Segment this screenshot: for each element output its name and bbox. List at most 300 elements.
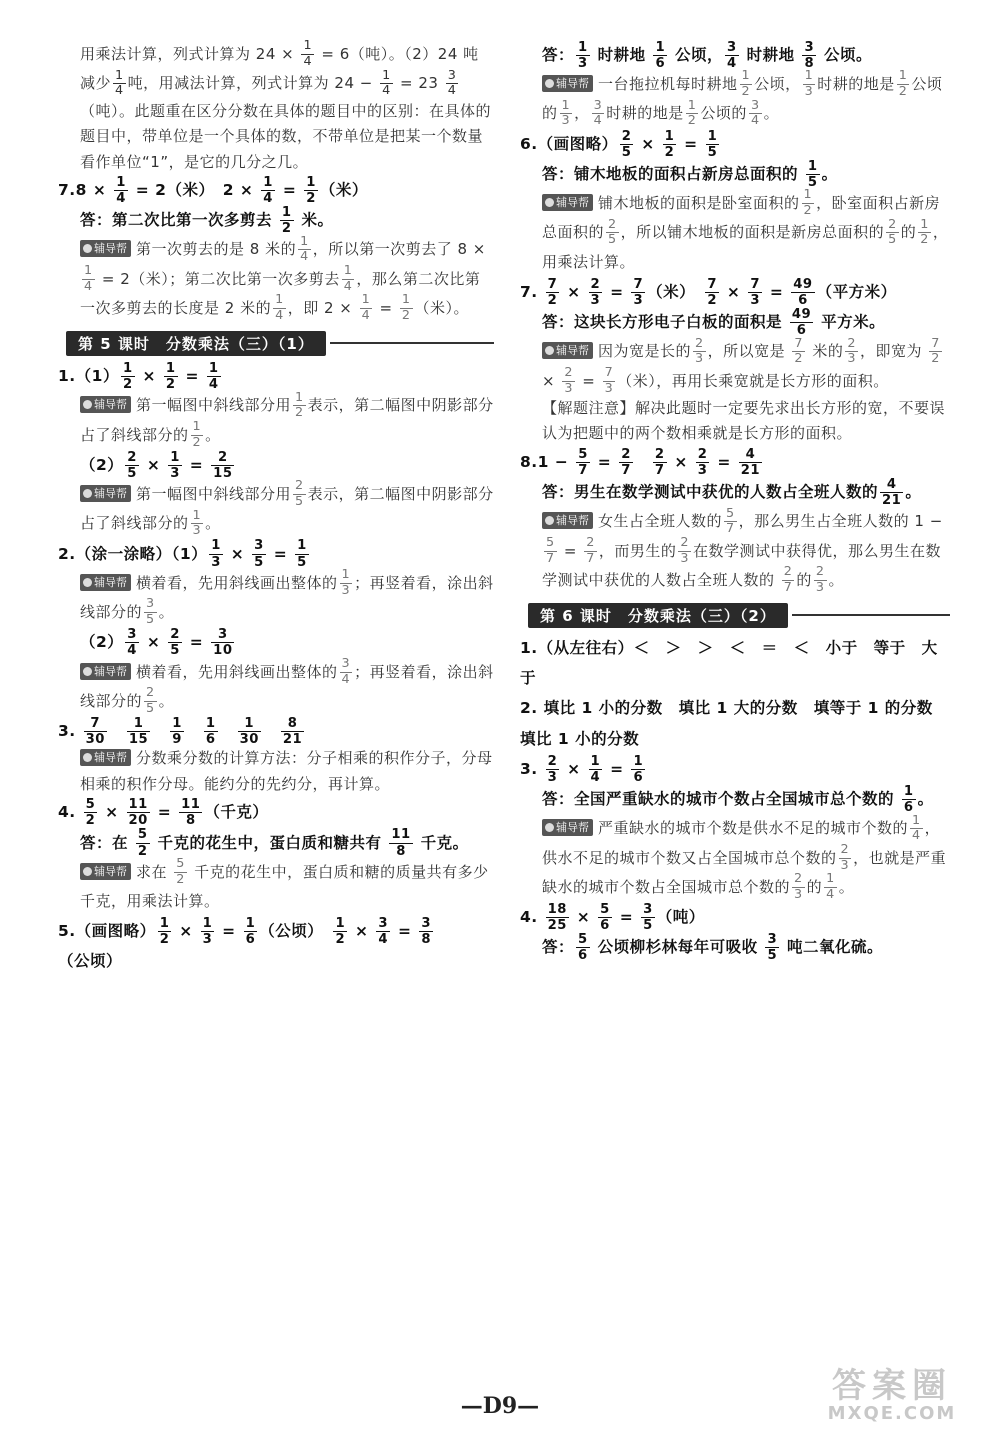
denominator: 6	[578, 948, 588, 964]
fraction	[244, 917, 258, 946]
fraction	[897, 70, 910, 99]
fraction	[113, 67, 126, 99]
text-run: （2）	[80, 633, 124, 652]
denominator: 2	[707, 292, 718, 308]
numerator: 1	[826, 871, 835, 887]
answer-line	[520, 932, 950, 962]
numerator: 3	[727, 39, 737, 55]
answer-line	[520, 477, 950, 507]
text-run: 公顷的	[542, 75, 943, 123]
numerator: 2	[170, 627, 180, 643]
denominator: 4	[116, 191, 126, 206]
text-run: 答：	[542, 938, 575, 957]
denominator: 4	[303, 54, 313, 69]
denominator: 4	[912, 828, 921, 844]
numerator: 1	[172, 715, 182, 731]
text-run: 2.（涂一涂略）（1）	[58, 544, 208, 563]
text-run: ，所以第一次剪去了 8 ×	[312, 240, 486, 259]
denominator: 7	[586, 550, 595, 566]
text-run: 答：男生在数学测试中获优的人数占全班人数的	[542, 483, 879, 502]
text-run: 第一次剪去的是 8 米的	[136, 240, 297, 259]
text-run: 5.（画图略）	[58, 922, 156, 941]
numerator: 1	[295, 389, 304, 405]
denominator: 5	[767, 948, 778, 964]
denominator: 6	[903, 800, 914, 816]
helper-icon	[83, 489, 92, 498]
text-run: ×	[349, 922, 375, 941]
text-run: 答：全国严重缺水的城市个数占全国城市总个数的	[542, 790, 900, 809]
fraction	[125, 628, 139, 657]
text-run: =	[374, 298, 398, 317]
numerator: 1	[122, 361, 133, 377]
tip-paragraph	[58, 391, 494, 450]
denominator: 2	[664, 144, 675, 160]
numerator: 1	[202, 916, 213, 932]
numerator: 1	[116, 174, 126, 190]
helper-icon	[545, 198, 554, 207]
tip-paragraph	[520, 814, 950, 902]
text-run: ×	[570, 908, 597, 927]
fraction	[814, 566, 827, 595]
fraction	[806, 160, 820, 189]
numerator: 5	[85, 797, 96, 813]
tip-label: 辅导帮	[94, 864, 127, 878]
denominator: 15	[213, 465, 233, 481]
text-run: ，即宽为	[859, 342, 928, 361]
denominator: 2	[295, 405, 304, 421]
helper-icon	[83, 753, 92, 762]
fraction	[125, 451, 139, 480]
text-run: 。	[205, 514, 221, 533]
denominator: 5	[146, 612, 155, 628]
fraction	[340, 569, 353, 598]
numerator: 7	[633, 276, 644, 292]
numerator: 1	[898, 68, 908, 84]
denominator: 2	[192, 434, 202, 450]
denominator: 2	[920, 232, 929, 248]
fraction	[631, 278, 645, 307]
text-run: ×	[140, 455, 167, 474]
denominator: 3	[804, 84, 814, 100]
denominator: 10	[213, 643, 233, 659]
text-run: =	[576, 371, 601, 390]
tip-paragraph	[520, 70, 950, 129]
denominator: 4	[826, 886, 835, 902]
tip-label: 辅导帮	[556, 514, 589, 528]
numerator: 1	[401, 292, 411, 308]
numerator: 11	[181, 797, 201, 813]
text-run: 横着看，先用斜线画出整体的	[136, 573, 338, 592]
tip-paragraph	[520, 189, 950, 277]
fraction	[839, 841, 852, 873]
numerator: 2	[127, 449, 137, 465]
text-run: ，也就是严重缺水的城市个数占全国城市总个数的	[542, 848, 947, 896]
fraction	[918, 216, 931, 248]
fraction	[174, 855, 187, 887]
text-run: （米）	[647, 282, 704, 301]
numerator: 2	[590, 276, 601, 292]
fraction	[389, 828, 412, 857]
fraction	[845, 335, 858, 367]
text-run: 6.（画图略）	[520, 134, 618, 153]
fraction	[281, 717, 304, 746]
numerator: 1	[561, 97, 571, 113]
denominator: 2	[306, 191, 316, 206]
fraction	[803, 70, 816, 99]
tip-label-badge	[80, 863, 131, 880]
text-run: =	[604, 759, 630, 778]
helper-icon	[83, 578, 92, 587]
denominator: 3	[840, 857, 850, 873]
numerator: 1	[275, 292, 284, 308]
fraction	[191, 507, 204, 539]
denominator: 5	[295, 494, 304, 510]
denominator: 3	[794, 886, 803, 902]
tip-paragraph	[520, 507, 950, 595]
denominator: 3	[192, 523, 202, 539]
text-run: =	[216, 922, 242, 941]
tip-label-badge	[80, 240, 131, 257]
tip-label-badge	[542, 819, 593, 836]
denominator: 3	[590, 292, 601, 308]
text-run: ，那么第二次比第一次多剪去的长度是 2 米的	[80, 269, 481, 317]
fraction	[678, 534, 691, 566]
denominator: 3	[547, 769, 558, 785]
fraction	[782, 566, 795, 595]
text-run: 时耕地	[740, 46, 801, 64]
numerator: 3	[254, 538, 264, 554]
fraction	[333, 917, 347, 946]
denominator: 3	[564, 380, 573, 396]
denominator: 5	[146, 700, 155, 716]
denominator: 2	[335, 932, 346, 948]
denominator: 21	[882, 493, 902, 509]
question-line	[58, 797, 494, 827]
text-run: ×	[721, 282, 747, 301]
denominator: 3	[170, 465, 180, 481]
denominator: 6	[245, 932, 256, 948]
text-run: = 2（米）；第二次比第一次多剪去	[96, 269, 340, 288]
numerator: 2	[847, 335, 856, 351]
text-run: 求在	[136, 862, 173, 881]
lesson-rule	[792, 614, 950, 616]
question-line	[58, 175, 494, 205]
text-run: 。	[763, 104, 780, 123]
numerator: 5	[546, 534, 555, 550]
denominator: 4	[341, 671, 351, 687]
text-run: 。	[905, 483, 922, 502]
tip-label: 辅导帮	[94, 664, 127, 678]
numerator: 3	[421, 916, 432, 932]
numerator: 2	[697, 446, 708, 462]
numerator: 2	[621, 446, 631, 462]
lesson-header	[528, 603, 950, 627]
answer-line	[520, 307, 950, 337]
fraction	[802, 41, 816, 70]
fraction	[598, 903, 612, 932]
denominator: 3	[847, 351, 856, 367]
text-run: ，即 2 ×	[287, 298, 358, 317]
text-run: 横着看，先用斜线画出整体的	[136, 662, 338, 681]
text-run	[152, 722, 168, 740]
fraction	[910, 812, 923, 844]
denominator: 5	[170, 643, 180, 659]
numerator: 1	[205, 715, 216, 731]
text-run: （吨）。此题重在区分分数在具体的题目中的区别：在具体的题目中，带单位是一个具体的数，不带单位是把某一个数量看作单位“1”，是它的几分之几。	[80, 101, 492, 171]
fraction	[252, 539, 266, 568]
fraction	[376, 917, 390, 946]
text-run: 的	[900, 223, 917, 242]
text-run: 3.	[58, 722, 82, 741]
question-line	[58, 539, 494, 569]
text-run: =	[183, 633, 210, 652]
paragraph	[520, 396, 950, 447]
numerator: 1	[807, 158, 818, 174]
fraction	[204, 717, 218, 746]
numerator: 1	[263, 174, 273, 190]
numerator: 1	[208, 361, 219, 377]
fraction	[380, 67, 393, 99]
denominator: 7	[578, 462, 588, 478]
text-run: 公顷柳杉林每年可吸收	[591, 938, 764, 957]
denominator: 7	[621, 462, 631, 478]
text-run: ×	[140, 633, 167, 652]
question-line	[520, 693, 950, 753]
fraction	[211, 451, 234, 480]
numerator: 1	[341, 567, 351, 583]
numerator: 2	[564, 364, 573, 380]
text-run: =	[558, 541, 583, 560]
tip-label: 辅导帮	[94, 487, 127, 501]
denominator: 8	[804, 56, 815, 71]
text-run: 。	[205, 425, 221, 444]
tip-label: 辅导帮	[556, 344, 589, 358]
denominator: 8	[185, 813, 196, 829]
denominator: 3	[680, 550, 689, 566]
text-run	[109, 722, 125, 740]
fraction	[168, 451, 182, 480]
question-line	[520, 633, 950, 693]
watermark-url: MXQE.COM	[827, 1403, 957, 1424]
fraction	[238, 717, 261, 746]
numerator: 2	[680, 534, 689, 550]
text-run: 公顷，	[669, 46, 724, 64]
numerator: 7	[707, 276, 718, 292]
text-run: （2）	[80, 455, 124, 474]
denominator: 4	[382, 83, 391, 99]
text-run: 时耕的地是	[817, 75, 895, 94]
denominator: 7	[654, 462, 665, 478]
denominator: 4	[115, 83, 124, 99]
numerator: 1	[590, 753, 601, 769]
denominator: 2	[687, 113, 697, 129]
denominator: 3	[561, 113, 571, 129]
numerator: 1	[170, 449, 180, 465]
denominator: 2	[547, 292, 558, 308]
fraction	[301, 40, 314, 69]
text-run: 第一幅图中斜线部分用	[136, 396, 292, 415]
text-run: 平方米。	[815, 313, 886, 332]
fraction	[136, 828, 150, 857]
text-run: ×	[668, 452, 694, 471]
numerator: 1	[707, 128, 718, 144]
fraction	[576, 933, 590, 962]
numerator: 2	[547, 753, 558, 769]
numerator: 1	[335, 916, 346, 932]
helper-icon	[545, 79, 554, 88]
fraction	[360, 294, 373, 323]
numerator: 1	[211, 538, 221, 554]
numerator: 5	[578, 932, 588, 948]
text-run: 8.1 −	[520, 452, 575, 471]
numerator: 1	[297, 538, 307, 554]
text-run: ，那么男生占全班人数的 1 −	[738, 512, 943, 531]
text-run: ，用乘法计算。	[542, 223, 949, 271]
text-run: 4.	[520, 908, 544, 927]
denominator: 4	[361, 307, 371, 323]
fraction	[207, 362, 221, 391]
numerator: 1	[127, 717, 150, 732]
tip-paragraph	[58, 569, 494, 628]
numerator: 2	[654, 446, 665, 462]
lesson-header	[66, 331, 494, 355]
helper-icon	[83, 667, 92, 676]
numerator: 1	[192, 507, 202, 523]
helper-icon	[545, 823, 554, 832]
text-run: 。	[838, 877, 855, 896]
text-run: ；再竖着看，涂出斜线部分的	[80, 573, 494, 622]
text-run: 的	[796, 570, 812, 589]
numerator: 1	[84, 262, 93, 278]
fraction	[127, 717, 150, 746]
text-run: 米的	[807, 342, 844, 361]
text-run: 7.8 ×	[58, 181, 113, 199]
numerator: 1	[159, 916, 170, 932]
fraction	[653, 41, 667, 70]
fraction	[631, 755, 645, 784]
fraction	[576, 41, 590, 70]
text-run: ×	[635, 134, 661, 153]
denominator: 4	[300, 249, 309, 265]
numerator: 7	[750, 276, 760, 292]
text-run: =	[604, 282, 630, 301]
numerator: 1	[165, 361, 176, 377]
fraction	[802, 189, 815, 218]
denominator: 15	[128, 732, 149, 748]
left-column	[58, 40, 494, 977]
numerator: 7	[794, 335, 804, 351]
denominator: 4	[750, 113, 760, 129]
numerator: 3	[804, 39, 815, 55]
answer-line	[520, 784, 950, 814]
fraction	[261, 176, 275, 205]
text-run: 4.	[58, 803, 82, 822]
numerator: 1	[300, 233, 309, 249]
numerator: 1	[361, 292, 371, 308]
text-run: ×	[136, 367, 162, 386]
numerator: 11	[128, 797, 148, 813]
answer-line	[520, 159, 950, 189]
numerator: 1	[343, 262, 353, 278]
fraction	[663, 130, 677, 159]
denominator: 5	[807, 174, 818, 190]
numerator: 4	[739, 448, 762, 463]
fraction	[653, 448, 667, 477]
denominator: 4	[343, 278, 353, 294]
fraction	[446, 67, 459, 99]
lesson-title: 第 5 课时 分数乘法（三）（1）	[66, 331, 326, 356]
denominator: 2	[85, 813, 96, 829]
fraction	[792, 873, 805, 902]
denominator: 4	[593, 113, 603, 129]
fraction	[576, 448, 590, 477]
numerator: 1	[303, 38, 313, 54]
text-run: ，所以铺木地板的面积是新房总面积的	[620, 223, 885, 242]
numerator: 4	[880, 478, 903, 493]
denominator: 4	[275, 307, 284, 323]
tip-label-badge	[80, 396, 131, 413]
helper-icon	[545, 516, 554, 525]
fraction	[696, 448, 710, 477]
fraction	[144, 598, 157, 627]
helper-icon	[83, 244, 92, 253]
numerator: 1	[741, 68, 751, 84]
text-run: 。	[158, 691, 175, 710]
text-run: （米），再用长乘宽就是长方形的面积。	[617, 371, 889, 390]
fraction	[144, 687, 157, 716]
denominator: 2	[159, 932, 170, 948]
helper-icon	[83, 400, 92, 409]
text-run: ，供水不足的城市个数又占全国城市总个数的	[542, 819, 941, 867]
text-run: =	[276, 181, 303, 199]
denominator: 6	[600, 918, 610, 934]
question-line	[520, 129, 950, 159]
lesson-title: 第 6 课时 分数乘法（三）（2）	[528, 603, 788, 628]
fraction	[739, 448, 762, 477]
fraction	[546, 903, 569, 932]
text-run: 第一幅图中斜线部分用	[136, 485, 292, 504]
text-run: =	[392, 922, 418, 941]
numerator: 1	[245, 916, 256, 932]
fraction	[619, 448, 633, 477]
lesson-rule	[330, 342, 494, 344]
fraction	[121, 362, 135, 391]
numerator: 11	[391, 827, 411, 843]
denominator: 21	[282, 732, 303, 748]
denominator: 4	[378, 932, 389, 948]
denominator: 3	[697, 462, 708, 478]
tip-label-badge	[542, 342, 593, 359]
denominator: 6	[633, 769, 644, 785]
numerator: 1	[687, 97, 697, 113]
text-run: ，而男生的	[598, 541, 677, 560]
numerator: 2	[794, 871, 803, 887]
fraction	[589, 278, 603, 307]
denominator: 3	[815, 579, 825, 595]
tip-label: 辅导帮	[556, 821, 589, 835]
tip-paragraph	[58, 235, 494, 323]
tip-label-badge	[80, 749, 131, 766]
denominator: 2	[803, 203, 813, 219]
numerator: 2	[146, 685, 155, 701]
tip-label-badge	[542, 75, 593, 92]
text-run: 。	[828, 570, 845, 589]
fraction	[902, 785, 916, 814]
numerator: 1	[115, 67, 124, 83]
text-run: ×	[99, 803, 125, 822]
numerator: 3	[127, 627, 137, 643]
numerator: 3	[211, 628, 234, 643]
